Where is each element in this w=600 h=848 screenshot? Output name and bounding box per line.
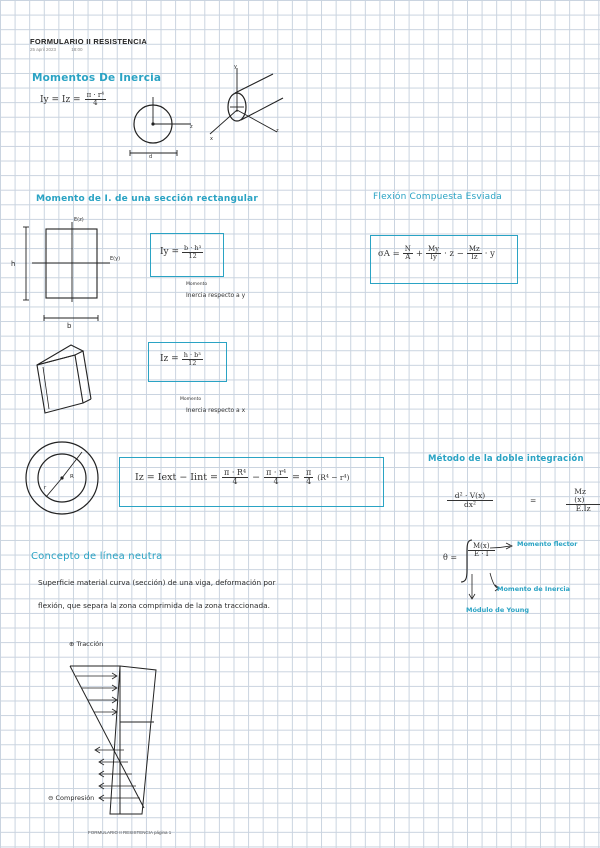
label-cyl-x: x: [210, 136, 213, 142]
corona-t1-den: 4: [232, 477, 238, 487]
page-footer: FORMULARIO II RESISTENCIA página 1: [88, 830, 172, 835]
header-meta: [30, 47, 97, 52]
flexion-t2-mult: · z −: [444, 248, 464, 259]
label-momento-inercia: Momento de Inercia: [497, 585, 571, 593]
doble-arrows: [468, 538, 558, 608]
label-cyl-y: y: [234, 64, 237, 70]
formula-iz-lhs: Iz =: [160, 354, 179, 365]
corona-t1-num: π · R⁴: [224, 468, 247, 477]
label-rect-b: b: [67, 322, 72, 330]
label-ring-r: r: [44, 485, 47, 491]
flexion-t1-num: N: [404, 245, 411, 253]
rect-block-diagram: [35, 343, 95, 418]
label-circle-z: z: [190, 124, 193, 130]
corona-t3-tail: (R⁴ − r⁴): [317, 473, 350, 483]
flexion-t3-num: Mz: [468, 245, 480, 253]
heading-linea-neutra: Concepto de línea neutra: [31, 551, 163, 562]
doble-lhs-den: dx²: [463, 499, 477, 509]
flexion-sigma: σA =: [378, 248, 400, 259]
label-cyl-z: z: [276, 128, 279, 134]
label-rect-h: h: [11, 260, 16, 268]
formula-iz-den: 12: [188, 358, 197, 367]
label-circle-d: d: [149, 154, 153, 160]
header-date: 25 april 2023: [30, 47, 57, 52]
heading-flexion-compuesta: Flexión Compuesta Esviada: [373, 192, 503, 202]
formula-iy-den: 12: [188, 251, 197, 260]
corona-t3-den: 4: [306, 477, 312, 487]
formula-iy-lhs: Iy =: [160, 247, 180, 258]
corona-minus: −: [252, 472, 261, 484]
corona-t3-num: π: [306, 468, 312, 477]
flexion-t2-num: My: [428, 245, 440, 253]
note-iy-line1: Momento: [186, 282, 208, 287]
formula-iz: [160, 352, 203, 367]
label-modulo-young: Módulo de Young: [466, 606, 529, 614]
doble-rhs-num: Mz (x): [566, 488, 600, 505]
cylinder-diagram: [205, 62, 295, 147]
doble-rhs-den: E.Iz: [575, 503, 591, 513]
label-rect-axis-z: E(z): [74, 217, 84, 223]
page-title: FORMULARIO II RESISTENCIA: [30, 37, 148, 46]
formula-inercia-lhs: Iy = Iz =: [40, 94, 81, 105]
neutra-text-line2: flexión, que separa la zona comprimida de la zona traccionada.: [38, 601, 270, 610]
corona-equals: =: [292, 472, 300, 484]
formula-doble-integracion: $\frac{\text{d² · V(x)}}{\text{dx²}}$ = $\frac{Mz (x)}{E.Iz}$: [440, 488, 600, 513]
note-iz-line2: Inercia respecto a x: [186, 407, 246, 414]
corona-t2-num: π · r⁴: [266, 468, 287, 477]
doble-int-num: M(x): [468, 543, 495, 551]
flexion-t1-den: A: [405, 253, 411, 262]
circle-section-diagram: [125, 95, 205, 175]
doble-lhs-num: d² · V(x): [447, 492, 493, 501]
ring-section-diagram: [24, 440, 104, 520]
flexion-t3-den: Iz: [471, 253, 478, 262]
label-ring-R: R: [70, 474, 74, 480]
heading-momentos-inercia: Momentos De Inercia: [32, 72, 162, 84]
label-momento-flector: Momento flector: [517, 540, 578, 548]
header-time: 18:00: [71, 47, 83, 52]
rectangle-section-diagram: [10, 220, 120, 330]
heading-doble-integracion: Método de la doble integración: [428, 454, 584, 464]
formula-iy-num: b · h³: [184, 244, 202, 252]
formula-iy: [160, 245, 203, 260]
label-rect-axis-y: E(y): [110, 256, 121, 262]
note-iy-line2: Inercia respecto a y: [186, 292, 246, 299]
neutra-text-line1: Superficie material curva (sección) de una viga, deformación por: [38, 578, 276, 587]
formula-inercia-den: 4: [93, 99, 98, 108]
flexion-t2-den: Iy: [430, 253, 437, 262]
corona-t2-den: 4: [273, 477, 279, 487]
formula-flexion: σA = $\frac{N}{A}$ + $\frac{My}{Iy}$ · z − $\frac{Mz}{Iz}$ · y: [378, 245, 495, 262]
formula-inercia-num: π · r⁴: [86, 91, 105, 99]
corona-lhs: Iz = Iext − Iint =: [135, 472, 219, 484]
doble-theta: θ =: [443, 553, 458, 562]
formula-corona: [135, 469, 349, 487]
heading-seccion-rectangular: Momento de I. de una sección rectangular: [36, 194, 258, 204]
note-iz-line1: Momento: [180, 397, 202, 402]
formula-inercia-circulo: [40, 92, 106, 108]
flexion-t3-mult: · y: [484, 248, 495, 259]
label-traccion: ⊕ Tracción: [69, 640, 104, 648]
doble-int-den: E · I: [474, 550, 489, 559]
label-compresion: ⊖ Compresión: [48, 794, 95, 802]
neutral-axis-stress-diagram: [66, 650, 166, 820]
formula-iz-num: h · b³: [183, 351, 201, 359]
